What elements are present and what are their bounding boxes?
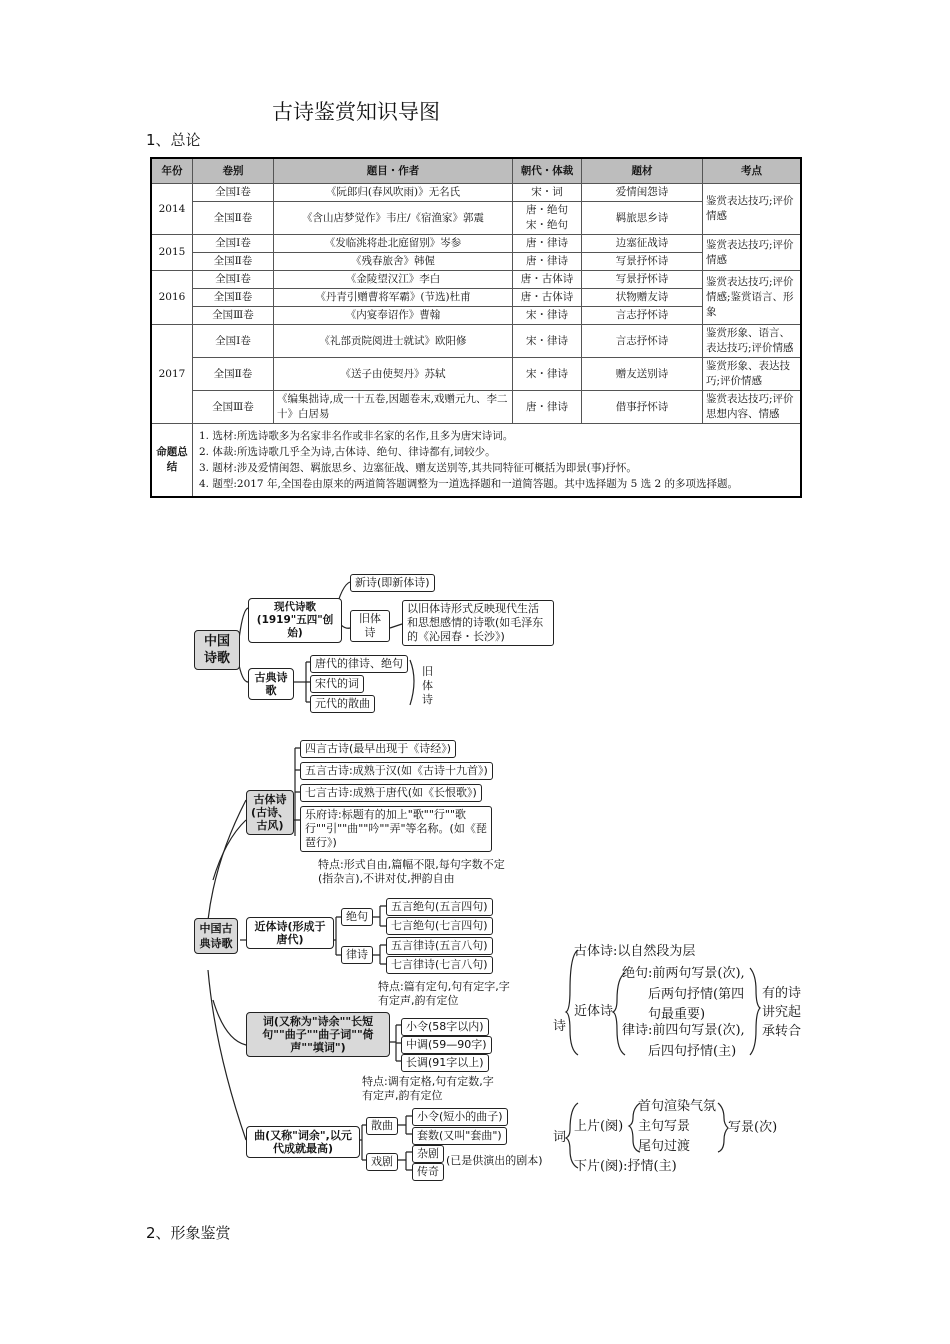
dynasty-cell: 唐・律诗 — [513, 235, 582, 253]
xiju-note: (已是供演出的剧本) — [446, 1154, 543, 1167]
modern-poetry-node: 现代诗歌(1919"五四"创始) — [248, 598, 342, 643]
theme-cell: 赠友送别诗 — [582, 358, 703, 391]
sanqu-node: 散曲 — [366, 1117, 398, 1135]
table-header: 考点 — [703, 158, 802, 184]
paper-cell: 全国Ⅰ卷 — [193, 325, 274, 358]
ancient-item: 五言古诗:成熟于汉(如《古诗十九首》) — [300, 762, 493, 780]
title-cell: 《阮郎归(春风吹雨)》无名氏 — [274, 184, 513, 202]
ancient-item: 四言古诗(最早出现于《诗经》) — [300, 740, 456, 758]
side-note: 有的诗讲究起承转合 — [762, 986, 802, 1039]
new-poem-node: 新诗(即新体诗) — [350, 574, 435, 592]
old-poem-desc: 以旧体诗形式反映现代生活和思想感情的诗歌(如毛泽东的《沁园春・长沙》) — [402, 600, 554, 646]
summary-label: 命题总结 — [151, 424, 193, 498]
year-cell: 2017 — [151, 325, 193, 424]
qu-node: 曲(又称"词余",以元代成就最高) — [246, 1126, 360, 1158]
year-cell: 2014 — [151, 184, 193, 235]
classic-item: 宋代的词 — [310, 675, 364, 693]
point-cell: 鉴赏表达技巧;评价情感;鉴赏语言、形象 — [703, 271, 802, 325]
title-cell: 《金陵望汉江》李白 — [274, 271, 513, 289]
title-cell: 《送子由使契丹》苏轼 — [274, 358, 513, 391]
table-header: 卷别 — [193, 158, 274, 184]
year-cell: 2016 — [151, 271, 193, 325]
table-header: 题目・作者 — [274, 158, 513, 184]
paper-cell: 全国Ⅰ卷 — [193, 184, 274, 202]
lvshi-node: 律诗 — [341, 946, 373, 964]
point-cell: 鉴赏表达技巧;评价思想内容、情感 — [703, 391, 802, 424]
theme-cell: 写景抒怀诗 — [582, 253, 703, 271]
jueju-item: 七言绝句(七言四句) — [386, 917, 493, 935]
dynasty-cell: 唐・律诗 — [513, 391, 582, 424]
side-jinti: 近体诗 — [574, 1004, 614, 1019]
dynasty-cell: 唐・律诗 — [513, 253, 582, 271]
classic-item: 唐代的律诗、绝句 — [310, 655, 408, 673]
side-lvshi-a: 律诗:前四句写景(次), — [622, 1023, 745, 1038]
ci-node: 词(又称为"诗余""长短句""曲子""曲子词""倚声""填词") — [246, 1012, 390, 1057]
side-shang-note: 写景(次) — [728, 1120, 778, 1135]
dynasty-cell: 宋・律诗 — [513, 307, 582, 325]
table-header: 年份 — [151, 158, 193, 184]
dynasty-cell: 唐・古体诗 — [513, 271, 582, 289]
paper-cell: 全国Ⅱ卷 — [193, 289, 274, 307]
ancient-poetry-node: 古体诗(古诗、古风) — [246, 790, 294, 835]
paper-cell: 全国Ⅱ卷 — [193, 358, 274, 391]
ancient-feature: 特点:形式自由,篇幅不限,每句字数不定(指杂言),不讲对仗,押韵自由 — [318, 858, 505, 885]
classic-poetry-node: 古典诗歌 — [248, 668, 294, 700]
sanqu-item: 套数(又叫"套曲") — [412, 1127, 507, 1145]
side-shangpian: 上片(阕) — [574, 1119, 624, 1134]
dynasty-cell: 唐・绝句 宋・绝句 — [513, 202, 582, 235]
theme-cell: 边塞征战诗 — [582, 235, 703, 253]
table-header: 朝代・体裁 — [513, 158, 582, 184]
dynasty-cell: 宋・词 — [513, 184, 582, 202]
summary-line: 3. 题材:涉及爱情闺怨、羁旅思乡、边塞征战、赠友送别等,其共同特征可概括为即景(事)抒怀。 — [199, 462, 637, 474]
side-lvshi-b: 后四句抒情(主) — [648, 1044, 737, 1059]
old-poem-node: 旧体诗 — [350, 610, 390, 642]
theme-cell: 言志抒怀诗 — [582, 307, 703, 325]
side-ci: 词 — [553, 1130, 567, 1145]
title-cell: 《编集拙诗,成一十五卷,因题卷末,戏赠元九、李二十》白居易 — [274, 391, 513, 424]
side-guti: 古体诗:以自然段为层 — [574, 944, 696, 959]
paper-cell: 全国Ⅱ卷 — [193, 253, 274, 271]
lvshi-item: 七言律诗(七言八句) — [386, 956, 493, 974]
year-cell: 2015 — [151, 235, 193, 271]
ancient-item: 七言古诗:成熟于唐代(如《长恨歌》) — [300, 784, 482, 802]
summary-line: 1. 选材:所选诗歌多为名家非名作或非名家的名作,且多为唐宋诗词。 — [199, 430, 514, 442]
ci-feature: 特点:调有定格,句有定数,字有定声,韵有定位 — [362, 1075, 494, 1102]
classic-note: 旧体诗 — [422, 665, 433, 706]
title-cell: 《含山店梦觉作》韦庄/《宿渔家》郭震 — [274, 202, 513, 235]
theme-cell: 爱情闺怨诗 — [582, 184, 703, 202]
side-jueju-b: 后两句抒情(第四 — [648, 987, 745, 1002]
theme-cell: 羁旅思乡诗 — [582, 202, 703, 235]
map2-root: 中国古典诗歌 — [194, 918, 238, 954]
ci-item: 小令(58字以内) — [401, 1018, 489, 1036]
side-shang-item: 尾句过渡 — [638, 1139, 691, 1154]
side-jueju-c: 句最重要) — [648, 1007, 706, 1022]
ci-item: 长调(91字以上) — [401, 1054, 489, 1072]
side-shang-item: 首句渲染气氛 — [638, 1099, 717, 1114]
theme-cell: 写景抒怀诗 — [582, 271, 703, 289]
title-cell: 《发临洮将赴北庭留别》岑参 — [274, 235, 513, 253]
theme-cell: 状物赠友诗 — [582, 289, 703, 307]
ancient-item: 乐府诗:标题有的加上"歌""行""歌行""引""曲""吟""弄"等名称。(如《琵琶行》) — [300, 806, 492, 852]
title-cell: 《内宴奉诏作》曹翰 — [274, 307, 513, 325]
paper-cell: 全国Ⅲ卷 — [193, 391, 274, 424]
paper-cell: 全国Ⅱ卷 — [193, 202, 274, 235]
classic-item: 元代的散曲 — [310, 695, 375, 713]
summary-line: 2. 体裁:所选诗歌几乎全为诗,古体诗、绝句、律诗都有,词较少。 — [199, 446, 496, 458]
dynasty-cell: 唐・古体诗 — [513, 289, 582, 307]
jueju-node: 绝句 — [341, 908, 373, 926]
point-cell: 鉴赏表达技巧;评价情感 — [703, 184, 802, 235]
modern-style-node: 近体诗(形成于唐代) — [246, 917, 334, 949]
map1-root: 中国诗歌 — [194, 630, 240, 670]
ci-item: 中调(59—90字) — [401, 1036, 492, 1054]
summary-line: 4. 题型:2017 年,全国卷由原来的两道简答题调整为一道选择题和一道简答题。其中选择题为 5 选 2 的多项选择题。 — [199, 478, 738, 490]
table-header: 题材 — [582, 158, 703, 184]
theme-cell: 借事抒怀诗 — [582, 391, 703, 424]
side-shang-item: 主句写景 — [638, 1119, 691, 1134]
section-1-heading: 1、总论 — [146, 131, 201, 149]
section-2-heading: 2、形象鉴赏 — [146, 1224, 231, 1242]
paper-cell: 全国Ⅰ卷 — [193, 235, 274, 253]
theme-cell: 言志抒怀诗 — [582, 325, 703, 358]
title-cell: 《礼部贡院阅进士就试》欧阳修 — [274, 325, 513, 358]
sanqu-item: 小令(短小的曲子) — [412, 1108, 508, 1126]
modern-feature: 特点:篇有定句,句有定字,字有定声,韵有定位 — [378, 980, 510, 1007]
page-title: 古诗鉴赏知识导图 — [272, 100, 440, 124]
dynasty-cell: 宋・律诗 — [513, 358, 582, 391]
side-shi: 诗 — [553, 1019, 567, 1034]
title-cell: 《残春旅舍》韩偓 — [274, 253, 513, 271]
lvshi-item: 五言律诗(五言八句) — [386, 937, 493, 955]
side-xiapian: 下片(阕):抒情(主) — [574, 1159, 677, 1174]
point-cell: 鉴赏形象、表达技巧;评价情感 — [703, 358, 802, 391]
title-cell: 《丹青引赠曹将军霸》(节选)杜甫 — [274, 289, 513, 307]
paper-cell: 全国Ⅰ卷 — [193, 271, 274, 289]
xiju-node: 戏剧 — [366, 1153, 398, 1171]
jueju-item: 五言绝句(五言四句) — [386, 898, 493, 916]
xiju-item: 杂剧 — [412, 1145, 444, 1163]
point-cell: 鉴赏形象、语言、表达技巧;评价情感 — [703, 325, 802, 358]
paper-cell: 全国Ⅲ卷 — [193, 307, 274, 325]
side-jueju-a: 绝句:前两句写景(次), — [622, 966, 745, 981]
dynasty-cell: 宋・律诗 — [513, 325, 582, 358]
xiju-item: 传奇 — [412, 1163, 444, 1181]
point-cell: 鉴赏表达技巧;评价情感 — [703, 235, 802, 271]
